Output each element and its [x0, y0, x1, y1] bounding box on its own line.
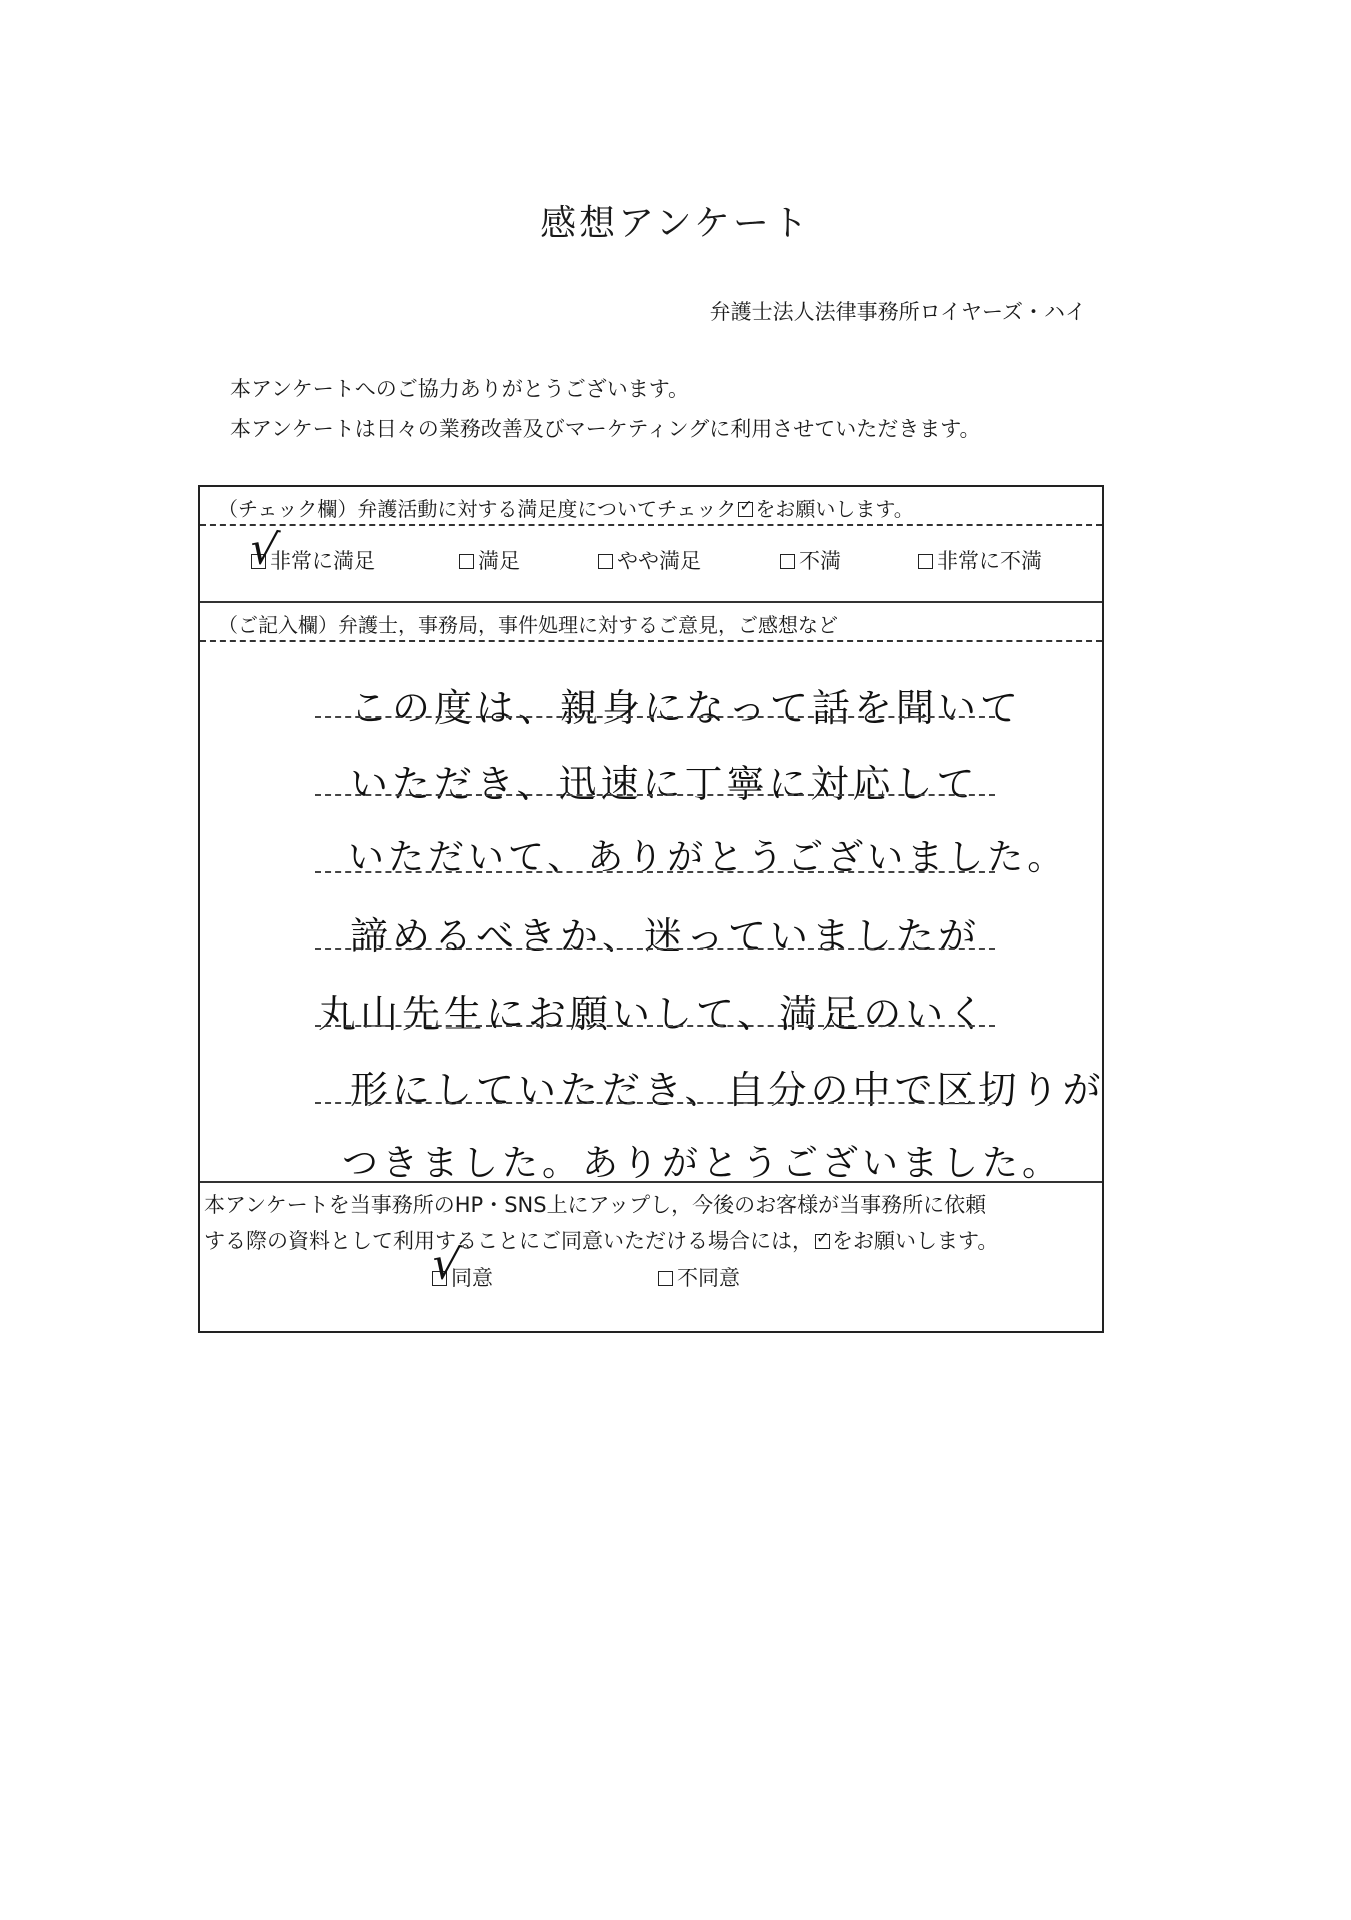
option-label: 満足	[478, 549, 520, 573]
checked-box-icon	[738, 502, 753, 517]
writing-line	[315, 794, 995, 796]
satisfaction-prompt-suffix: をお願いします。	[755, 497, 914, 521]
comment-line: この度は、親身になって話を聞いて	[350, 686, 1023, 730]
consent-disagree-label: 不同意	[677, 1266, 740, 1290]
option-somewhat-satisfied[interactable]	[598, 545, 701, 575]
option-satisfied[interactable]	[459, 545, 520, 575]
page-title: 感想アンケート	[540, 203, 811, 244]
comment-line: つきました。ありがとうございました。	[342, 1143, 1063, 1184]
checkbox-icon[interactable]	[780, 554, 795, 569]
checkbox-icon[interactable]	[459, 554, 474, 569]
divider	[200, 1181, 1102, 1183]
consent-agree-label: 同意	[451, 1266, 493, 1290]
comment-line: 諦めるべきか、迷っていましたが	[350, 914, 981, 958]
writing-line	[315, 948, 995, 950]
comment-line: いただき、迅速に丁寧に対応して	[350, 762, 979, 806]
option-label: 非常に満足	[270, 549, 375, 573]
option-label: やや満足	[617, 549, 701, 573]
consent-text-2	[204, 1225, 998, 1255]
divider	[200, 640, 1102, 642]
checked-box-icon	[815, 1234, 830, 1249]
comment-line: いただいて、ありがとうございました。	[348, 837, 1068, 878]
writing-line	[315, 1102, 995, 1104]
writing-line	[315, 716, 995, 718]
option-label: 非常に不満	[937, 549, 1042, 573]
divider	[200, 524, 1102, 526]
handwritten-check-icon: √	[246, 522, 282, 577]
consent-text-2-suffix: をお願いします。	[832, 1229, 999, 1253]
option-label: 不満	[799, 549, 841, 573]
satisfaction-prompt-text: （チェック欄）弁護活動に対する満足度についてチェック	[218, 497, 737, 521]
consent-text-1: 本アンケートを当事務所のHP・SNS上にアップし，今後のお客様が当事務所に依頼	[204, 1193, 987, 1217]
writing-line	[315, 871, 995, 873]
comment-line: 丸山先生にお願いして、満足のいく	[318, 992, 990, 1036]
writing-line	[315, 1025, 995, 1027]
survey-form	[198, 485, 1104, 1333]
comments-prompt: （ご記入欄）弁護士，事務局，事件処理に対するご意見，ご感想など	[218, 613, 838, 637]
consent-disagree-option[interactable]	[658, 1262, 740, 1292]
checkbox-icon[interactable]	[658, 1271, 673, 1286]
checkbox-icon[interactable]	[598, 554, 613, 569]
checkbox-icon[interactable]	[918, 554, 933, 569]
comment-line: 形にしていただき、自分の中で区切りが	[350, 1068, 1105, 1112]
intro-line-1: 本アンケートへのご協力ありがとうございます。	[230, 377, 690, 401]
handwritten-check-icon: √	[428, 1237, 464, 1292]
divider	[200, 601, 1102, 603]
option-very-dissatisfied[interactable]	[918, 545, 1042, 575]
satisfaction-prompt	[218, 493, 914, 522]
consent-text-2-body: する際の資料として利用することにご同意いただける場合には，	[204, 1229, 813, 1253]
option-dissatisfied[interactable]	[780, 545, 841, 575]
organization-name: 弁護士法人法律事務所ロイヤーズ・ハイ	[709, 300, 1086, 324]
intro-line-2: 本アンケートは日々の業務改善及びマーケティングに利用させていただきます。	[230, 417, 981, 441]
